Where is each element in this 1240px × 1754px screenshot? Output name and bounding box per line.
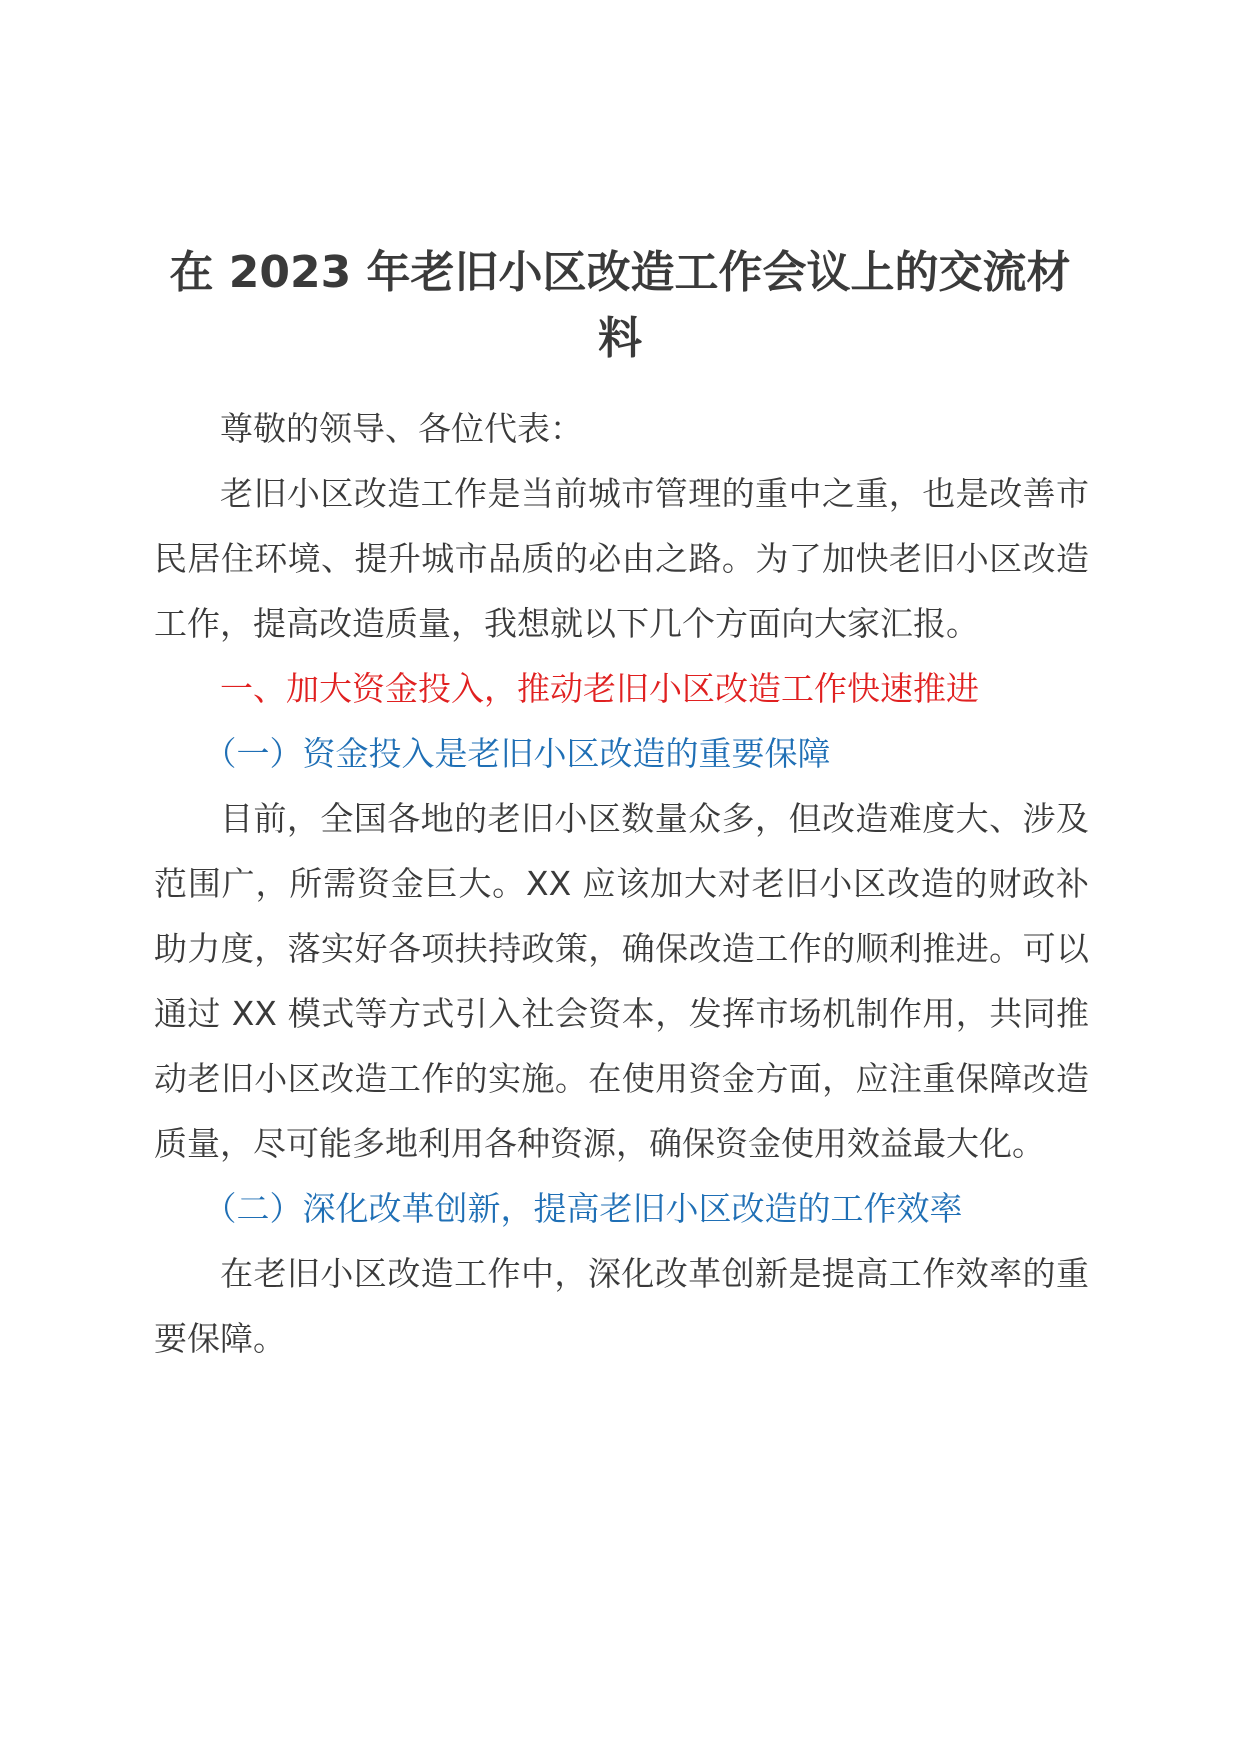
subsection-2-paragraph: 在老旧小区改造工作中，深化改革创新是提高工作效率的重要保障。 — [154, 1254, 1089, 1358]
greeting-paragraph: 尊敬的领导、各位代表： — [220, 409, 583, 448]
document-body — [154, 396, 1089, 1371]
subsection-heading-2: （二）深化改革创新，提高老旧小区改造的工作效率 — [203, 1189, 963, 1228]
document-title: 在 2023 年老旧小区改造工作会议上的交流材料 — [169, 247, 1071, 364]
subsection-heading-1: （一）资金投入是老旧小区改造的重要保障 — [203, 734, 831, 773]
intro-paragraph: 老旧小区改造工作是当前城市管理的重中之重，也是改善市民居住环境、提升城市品质的必由之路。为了加快老旧小区改造工作，提高改造质量，我想就以下几个方面向大家汇报。 — [154, 474, 1089, 643]
subsection-1-paragraph: 目前，全国各地的老旧小区数量众多，但改造难度大、涉及范围广，所需资金巨大。XX 应该加大对老旧小区改造的财政补助力度，落实好各项扶持政策，确保改造工作的顺利推进。可以通过 XX 模式等方式引入社会资本，发挥市场机制作用，共同推动老旧小区改造工作的实施。在使用资金方面，应注重保障改造质量，尽可能多地利用各种资源，确保资金使用效益最大化。 — [154, 799, 1089, 1163]
section-heading-1: 一、加大资金投入，推动老旧小区改造工作快速推进 — [220, 669, 979, 708]
